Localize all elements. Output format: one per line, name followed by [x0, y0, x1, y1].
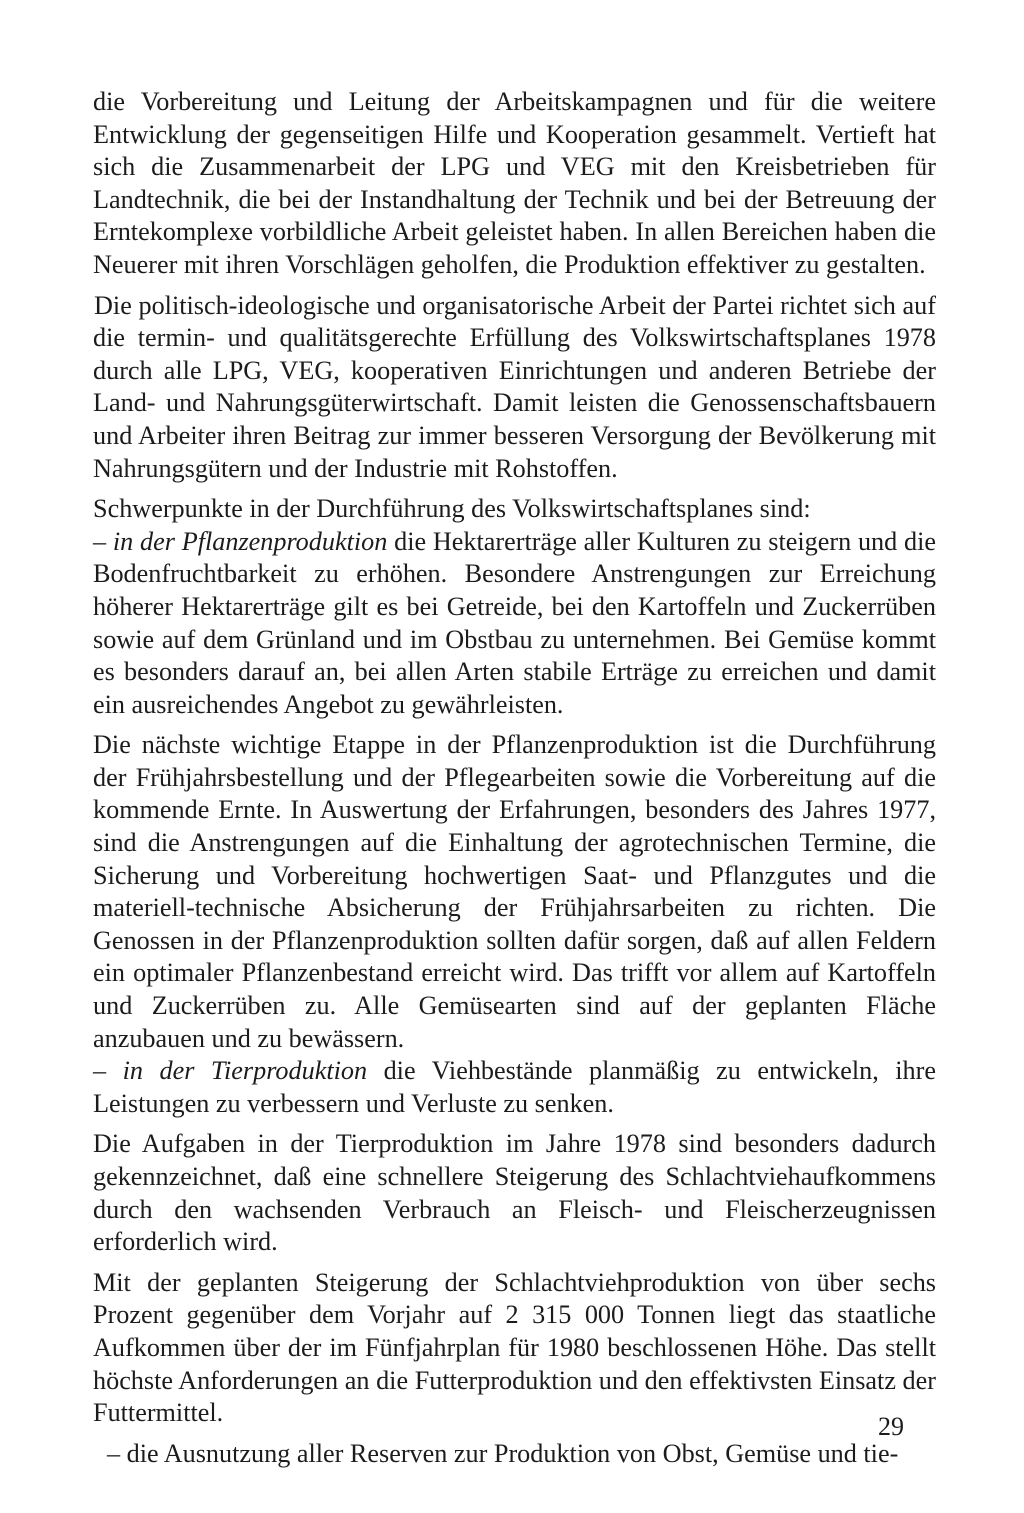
paragraph-6 [93, 1055, 936, 1120]
paragraph-7: Die Aufgaben in der Tierproduktion im Jahre 1978 sind besonders dadurch gekennzeichnet, daß eine schnellere Steigerung des Schlachtviehaufkommens durch den wachsenden Verbrauch an Fleisch- und Fleischerzeugnissen erforderlich wird. [93, 1129, 936, 1257]
italic-lead-pflanzenproduktion: – in der Pflanzenproduktion [93, 526, 388, 556]
paragraph-8: Mit der geplanten Steigerung der Schlachtviehproduktion von über sechs Prozent gegenüber dem Vorjahr auf 2 315 000 Tonnen liegt das staatliche Aufkommen über der im Fünfjahrplan für 1980 beschlossenen Höhe. Das stellt höchste Anforderungen an die Futterproduktion und den effektivsten Einsatz der Futtermittel. [93, 1267, 936, 1428]
paragraph-9: – die Ausnutzung aller Reserven zur Produktion von Obst, Gemüse und tie- [107, 1438, 899, 1468]
paragraph-6-body: die Viehbestände planmäßig zu entwickeln, ihre Leistungen zu verbessern und Verluste zu senken. [93, 1056, 936, 1118]
page-number: 29 [878, 1412, 904, 1441]
paragraph-4 [93, 526, 936, 722]
italic-lead-tierproduktion: – in der Tierproduktion [93, 1056, 368, 1086]
paragraph-4-body: die Hektarerträge aller Kulturen zu steigern und die Bodenfruchtbarkeit zu erhöhen. Besondere Anstrengungen zur Erreichung höherer Hektarerträge gilt es bei Getreide, bei den Kartoffeln und Zuckerrüben sowie auf dem Grünland und im Obstbau zu unternehmen. Bei Gemüse kommt es besonders darauf an, bei allen Arten stabile Erträge zu erreichen und damit ein ausreichendes Angebot zu gewährleisten. [93, 526, 936, 719]
body-text [93, 86, 936, 1476]
paragraph-1: die Vorbereitung und Leitung der Arbeitskampagnen und für die weitere Entwicklung der gegenseitigen Hilfe und Kooperation gesammelt. Vertieft hat sich die Zusammenarbeit der LPG und VEG mit den Kreisbetrieben für Landtechnik, die bei der Instandhaltung der Technik und bei der Betreuung der Erntekomplexe vorbildliche Arbeit geleistet haben. In allen Bereichen haben die Neuerer mit ihren Vorschlägen geholfen, die Produktion effektiver zu gestalten. [93, 87, 936, 279]
paragraph-2: Die politisch-ideologische und organisatorische Arbeit der Partei richtet sich auf die termin- und qualitätsgerechte Erfüllung des Volkswirtschaftsplanes 1978 durch alle LPG, VEG, kooperativen Einrichtungen und anderen Betriebe der Land- und Nahrungsgüterwirtschaft. Damit leisten die Genossenschaftsbauern und Arbeiter ihren Beitrag zur immer besseren Versorgung der Bevölkerung mit Nahrungsgütern und der Industrie mit Rohstoffen. [93, 290, 936, 483]
paragraph-3: Schwerpunkte in der Durchführung des Volkswirtschaftsplanes sind: [93, 494, 811, 524]
paragraph-5: Die nächste wichtige Etappe in der Pflanzenproduktion ist die Durchführung der Frühjahrsbestellung und der Pflegearbeiten sowie die Vorbereitung auf die kommende Ernte. In Auswertung der Erfahrungen, besonders des Jahres 1977, sind die Anstrengungen auf die Einhaltung der agrotechnischen Termine, die Sicherung und Vorbereitung hochwertigen Saat- und Pflanzgutes und die materiell-technische Absicherung der Frühjahrsarbeiten zu richten. Die Genossen in der Pflanzenproduktion sollten dafür sorgen, daß auf allen Feldern ein optimaler Pflanzenbestand erreicht wird. Das trifft vor allem auf Kartoffeln und Zuckerrüben zu. Alle Gemüsearten sind auf der geplanten Fläche anzubauen und zu bewässern. [93, 730, 936, 1053]
